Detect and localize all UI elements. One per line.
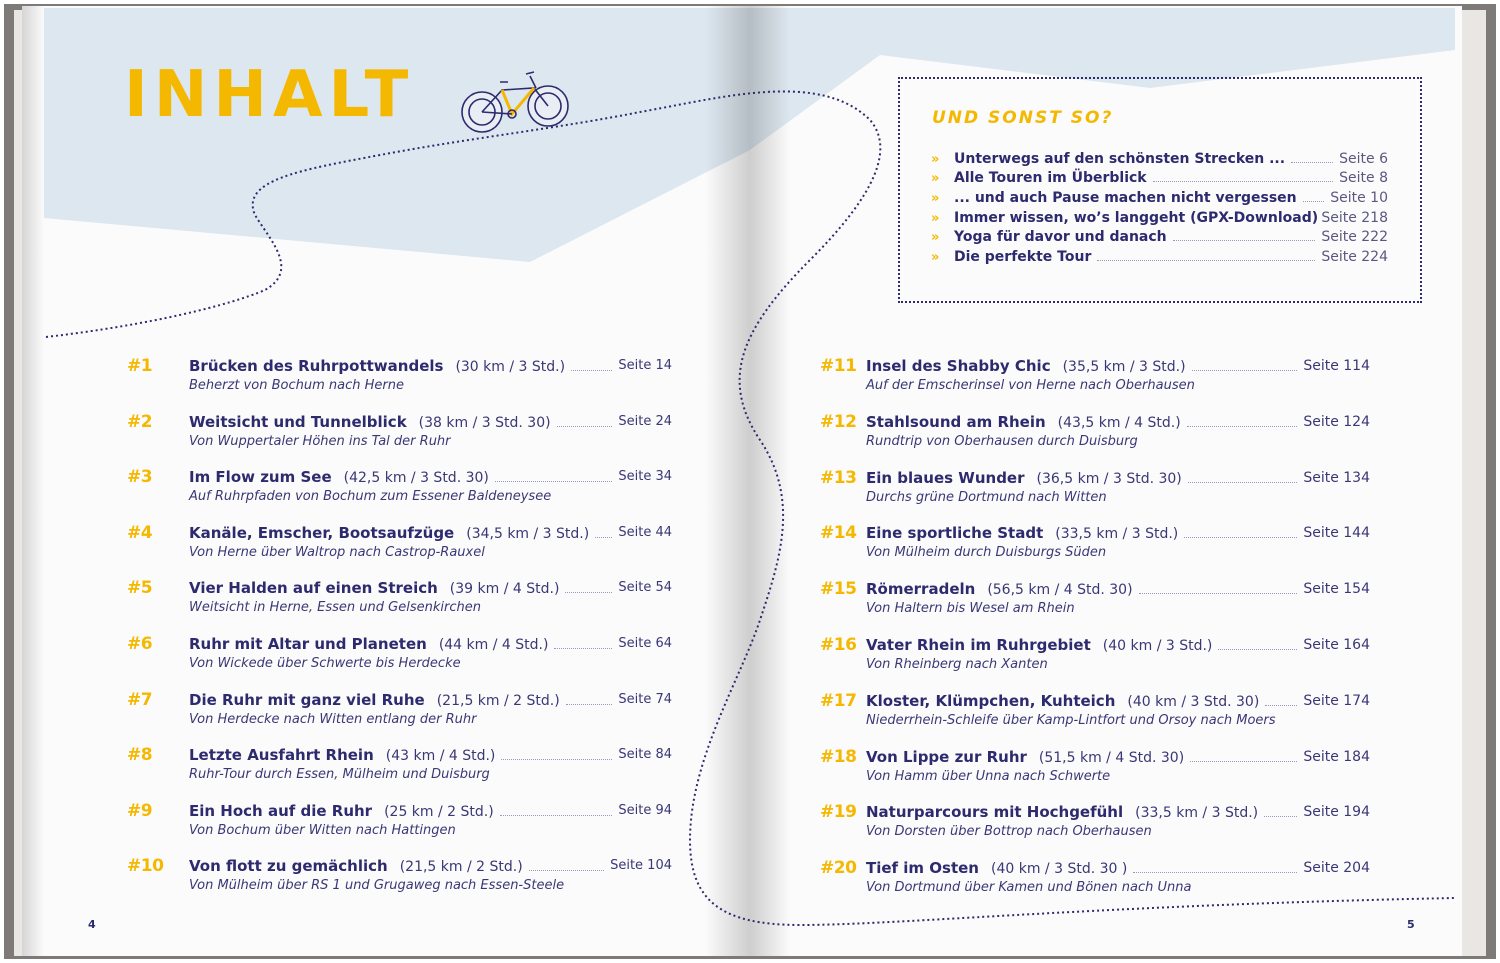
tour-title: Vier Halden auf einen Streich [189, 579, 438, 598]
leader-dots [529, 870, 604, 871]
tour-title: Von Lippe zur Ruhr [866, 747, 1027, 766]
tour-page: Seite 194 [1303, 804, 1370, 821]
tour-page: Seite 24 [618, 413, 672, 429]
tour-number: #11 [820, 356, 857, 376]
leader-dots [495, 481, 612, 482]
tour-page: Seite 114 [1303, 358, 1370, 374]
tour-page: Seite 174 [1303, 692, 1370, 709]
tour-title: Naturparcours mit Hochgefühl [866, 803, 1124, 822]
info-box-item-label: Alle Touren im Überblick [954, 170, 1147, 186]
chevron-icon: » [931, 152, 940, 167]
leader-dots [1139, 593, 1298, 594]
tour-title-line [866, 469, 1182, 487]
tour-page: Seite 34 [618, 469, 672, 485]
info-box-item-page: Seite 10 [1330, 190, 1388, 206]
tour-distance-time: (51,5 km / 4 Std. 30) [1038, 749, 1185, 766]
folio-right: 5 [1407, 918, 1415, 931]
tour-title: Kloster, Klümpchen, Kuhteich [866, 691, 1116, 710]
tour-distance-time: (35,5 km / 3 Std.) [1062, 359, 1186, 375]
tour-title: Im Flow zum See [189, 468, 332, 487]
tour-page: Seite 104 [610, 858, 672, 874]
leader-dots [1133, 872, 1297, 873]
info-box-item-label: Immer wissen, wo’s langgeht (GPX-Download) [954, 210, 1319, 226]
leader-dots [1173, 240, 1316, 241]
tour-subtitle: Von Dorsten über Bottrop nach Oberhausen [866, 824, 1152, 840]
tour-subtitle: Beherzt von Bochum nach Herne [189, 378, 404, 393]
tour-title: Ein blaues Wunder [866, 468, 1025, 487]
chevron-icon: » [931, 211, 940, 226]
tour-title-line [866, 413, 1181, 431]
tour-title: Ein Hoch auf die Ruhr [189, 801, 373, 820]
tour-number: #12 [820, 411, 857, 432]
tour-number: #16 [820, 635, 857, 655]
tour-page: Seite 204 [1303, 860, 1370, 877]
info-box-item-label: Yoga für davor und danach [954, 229, 1167, 245]
tour-distance-time: (21,5 km / 2 Std.) [399, 859, 523, 876]
tour-title-line [189, 579, 559, 597]
tour-number: #18 [820, 746, 857, 767]
info-box-item-page: Seite 218 [1321, 210, 1388, 226]
tour-page: Seite 184 [1303, 748, 1370, 765]
tour-number: #15 [820, 579, 857, 600]
tour-number: #14 [820, 523, 857, 544]
leader-dots [501, 759, 612, 760]
tour-title-line [189, 691, 560, 709]
tour-subtitle: Von Wickede über Schwerte bis Herdecke [189, 656, 461, 671]
tour-subtitle: Von Mülheim durch Duisburgs Süden [866, 545, 1107, 561]
leader-dots [595, 537, 612, 538]
tour-number: #7 [127, 689, 153, 710]
tour-page: Seite 14 [618, 358, 672, 373]
tour-title: Eine sportliche Stadt [866, 524, 1044, 543]
tour-distance-time: (38 km / 3 Std. 30) [418, 414, 551, 431]
tour-distance-time: (40 km / 3 Std. 30 ) [991, 861, 1128, 878]
tour-subtitle: Niederrhein-Schleife über Kamp-Lintfort und Orsoy nach Moers [866, 712, 1276, 728]
tour-title-line [866, 859, 1127, 877]
tour-number: #1 [127, 356, 153, 376]
tour-page: Seite 74 [618, 691, 672, 707]
tour-title: Die Ruhr mit ganz viel Ruhe [189, 690, 425, 709]
tour-title: Von flott zu gemächlich [189, 857, 388, 876]
tour-page: Seite 124 [1303, 413, 1370, 430]
tour-subtitle: Von Dortmund über Kamen und Bönen nach Unna [866, 880, 1192, 896]
leader-dots [1097, 260, 1315, 261]
leader-dots [557, 426, 613, 427]
chevron-icon: » [931, 191, 940, 206]
chevron-icon: » [931, 171, 940, 186]
tour-title: Ruhr mit Altar und Planeten [189, 635, 427, 653]
tour-subtitle: Durchs grüne Dortmund nach Witten [866, 489, 1107, 505]
tour-subtitle: Von Herdecke nach Witten entlang der Ruhr [189, 711, 477, 727]
info-box-item-page: Seite 224 [1321, 249, 1388, 265]
chevron-icon: » [931, 250, 940, 265]
tour-title: Insel des Shabby Chic [866, 357, 1051, 375]
tour-number: #17 [820, 690, 857, 711]
tour-distance-time: (30 km / 3 Std.) [455, 359, 566, 375]
tour-distance-time: (36,5 km / 3 Std. 30) [1036, 470, 1182, 487]
leader-dots [1303, 201, 1325, 202]
tour-subtitle: Von Haltern bis Wesel am Rhein [866, 601, 1075, 617]
tour-number: #9 [127, 800, 153, 821]
tour-distance-time: (33,5 km / 3 Std.) [1055, 526, 1179, 543]
tour-number: #20 [820, 858, 857, 879]
tour-title: Kanäle, Emscher, Bootsaufzüge [189, 523, 455, 542]
tour-distance-time: (21,5 km / 2 Std.) [436, 692, 560, 709]
tour-distance-time: (33,5 km / 3 Std.) [1135, 805, 1259, 822]
leader-dots [1187, 426, 1298, 427]
tour-number: #13 [820, 467, 857, 488]
tour-title-line [189, 468, 489, 486]
leader-dots [500, 815, 613, 816]
tour-title-line [189, 413, 551, 431]
page-heading: INHALT [124, 58, 415, 132]
tour-number: #8 [127, 745, 153, 766]
tour-distance-time: (43,5 km / 4 Std.) [1057, 414, 1181, 431]
tour-page: Seite 64 [618, 636, 672, 651]
tour-subtitle: Auf der Emscherinsel von Herne nach Oberhausen [866, 378, 1195, 393]
leader-dots [566, 704, 613, 705]
chevron-icon: » [931, 230, 940, 245]
tour-subtitle: Rundtrip von Oberhausen durch Duisburg [866, 433, 1138, 449]
tour-title: Stahlsound am Rhein [866, 412, 1046, 431]
tour-number: #2 [127, 411, 153, 432]
tour-page: Seite 154 [1303, 581, 1370, 598]
leader-dots [1291, 162, 1333, 163]
tour-distance-time: (43 km / 4 Std.) [385, 748, 496, 765]
tour-page: Seite 134 [1303, 469, 1370, 486]
leader-dots [1218, 649, 1297, 650]
tour-title-line [866, 524, 1178, 542]
tour-title: Brücken des Ruhrpottwandels [189, 357, 444, 375]
tour-title: Tief im Osten [866, 859, 979, 878]
leader-dots [1264, 816, 1297, 817]
tour-number: #3 [127, 467, 153, 488]
tour-distance-time: (40 km / 3 Std.) [1102, 638, 1213, 654]
tour-distance-time: (39 km / 4 Std.) [449, 581, 560, 598]
tour-title-line [189, 524, 589, 542]
tour-title-line [189, 357, 565, 375]
leader-dots [1184, 537, 1297, 538]
leader-dots [565, 592, 612, 593]
tour-subtitle: Von Hamm über Unna nach Schwerte [866, 768, 1111, 784]
tour-page: Seite 144 [1303, 525, 1370, 542]
tour-title-line [866, 636, 1212, 654]
tour-distance-time: (44 km / 4 Std.) [438, 637, 549, 653]
tour-number: #19 [820, 802, 857, 823]
tour-title: Vater Rhein im Ruhrgebiet [866, 636, 1091, 654]
tour-subtitle: Von Herne über Waltrop nach Castrop-Rauxel [189, 544, 485, 560]
info-box-item-label: Unterwegs auf den schönsten Strecken ... [954, 151, 1286, 167]
tour-page: Seite 44 [618, 524, 672, 540]
tour-title-line [866, 748, 1184, 766]
leader-dots [1190, 761, 1297, 762]
leader-dots [1265, 705, 1297, 706]
tour-distance-time: (56,5 km / 4 Std. 30) [987, 582, 1133, 599]
tour-number: #5 [127, 578, 153, 599]
tour-subtitle: Von Mülheim über RS 1 und Grugaweg nach Essen-Steele [189, 878, 565, 894]
leader-dots [554, 648, 612, 649]
tour-number: #10 [127, 856, 164, 877]
tour-title-line [866, 692, 1259, 710]
folio-left: 4 [88, 918, 96, 931]
tour-title-line [866, 803, 1258, 821]
tour-subtitle: Weitsicht in Herne, Essen und Gelsenkirchen [189, 600, 481, 616]
leader-dots [1192, 370, 1298, 371]
tour-subtitle: Ruhr-Tour durch Essen, Mülheim und Duisburg [189, 767, 490, 783]
tour-page: Seite 94 [618, 802, 672, 818]
info-box-item-label: ... und auch Pause machen nicht vergessen [954, 190, 1297, 206]
tour-title: Weitsicht und Tunnelblick [189, 412, 407, 431]
tour-subtitle: Von Rheinberg nach Xanten [866, 657, 1048, 672]
tour-title-line [866, 357, 1186, 375]
tour-title-line [189, 857, 523, 875]
tour-page: Seite 84 [618, 747, 672, 763]
tour-distance-time: (34,5 km / 3 Std.) [466, 525, 590, 542]
tour-distance-time: (42,5 km / 3 Std. 30) [343, 470, 489, 487]
info-box-item-page: Seite 222 [1321, 229, 1388, 245]
info-box-item-label: Die perfekte Tour [954, 249, 1092, 265]
tour-subtitle: Von Bochum über Witten nach Hattingen [189, 822, 456, 838]
info-box-item-page: Seite 8 [1339, 170, 1388, 186]
tour-title: Römerradeln [866, 580, 976, 599]
tour-title-line [866, 580, 1133, 598]
tour-subtitle: Auf Ruhrpfaden von Bochum zum Essener Baldeneysee [189, 489, 552, 505]
tour-number: #4 [127, 522, 153, 543]
tour-subtitle: Von Wuppertaler Höhen ins Tal der Ruhr [189, 433, 451, 449]
tour-page: Seite 54 [618, 580, 672, 596]
tour-title: Letzte Ausfahrt Rhein [189, 746, 374, 765]
tour-title-line [189, 635, 548, 653]
leader-dots [571, 370, 612, 371]
info-box-title: UND SONST SO? [932, 108, 1114, 128]
tour-title-line [189, 746, 495, 764]
tour-number: #6 [127, 634, 153, 654]
tour-distance-time: (40 km / 3 Std. 30) [1127, 693, 1260, 710]
leader-dots [1188, 482, 1298, 483]
tour-page: Seite 164 [1303, 637, 1370, 653]
tour-title-line [189, 802, 494, 820]
leader-dots [1153, 181, 1334, 182]
tour-distance-time: (25 km / 2 Std.) [384, 803, 494, 820]
info-box-item-page: Seite 6 [1339, 151, 1388, 167]
